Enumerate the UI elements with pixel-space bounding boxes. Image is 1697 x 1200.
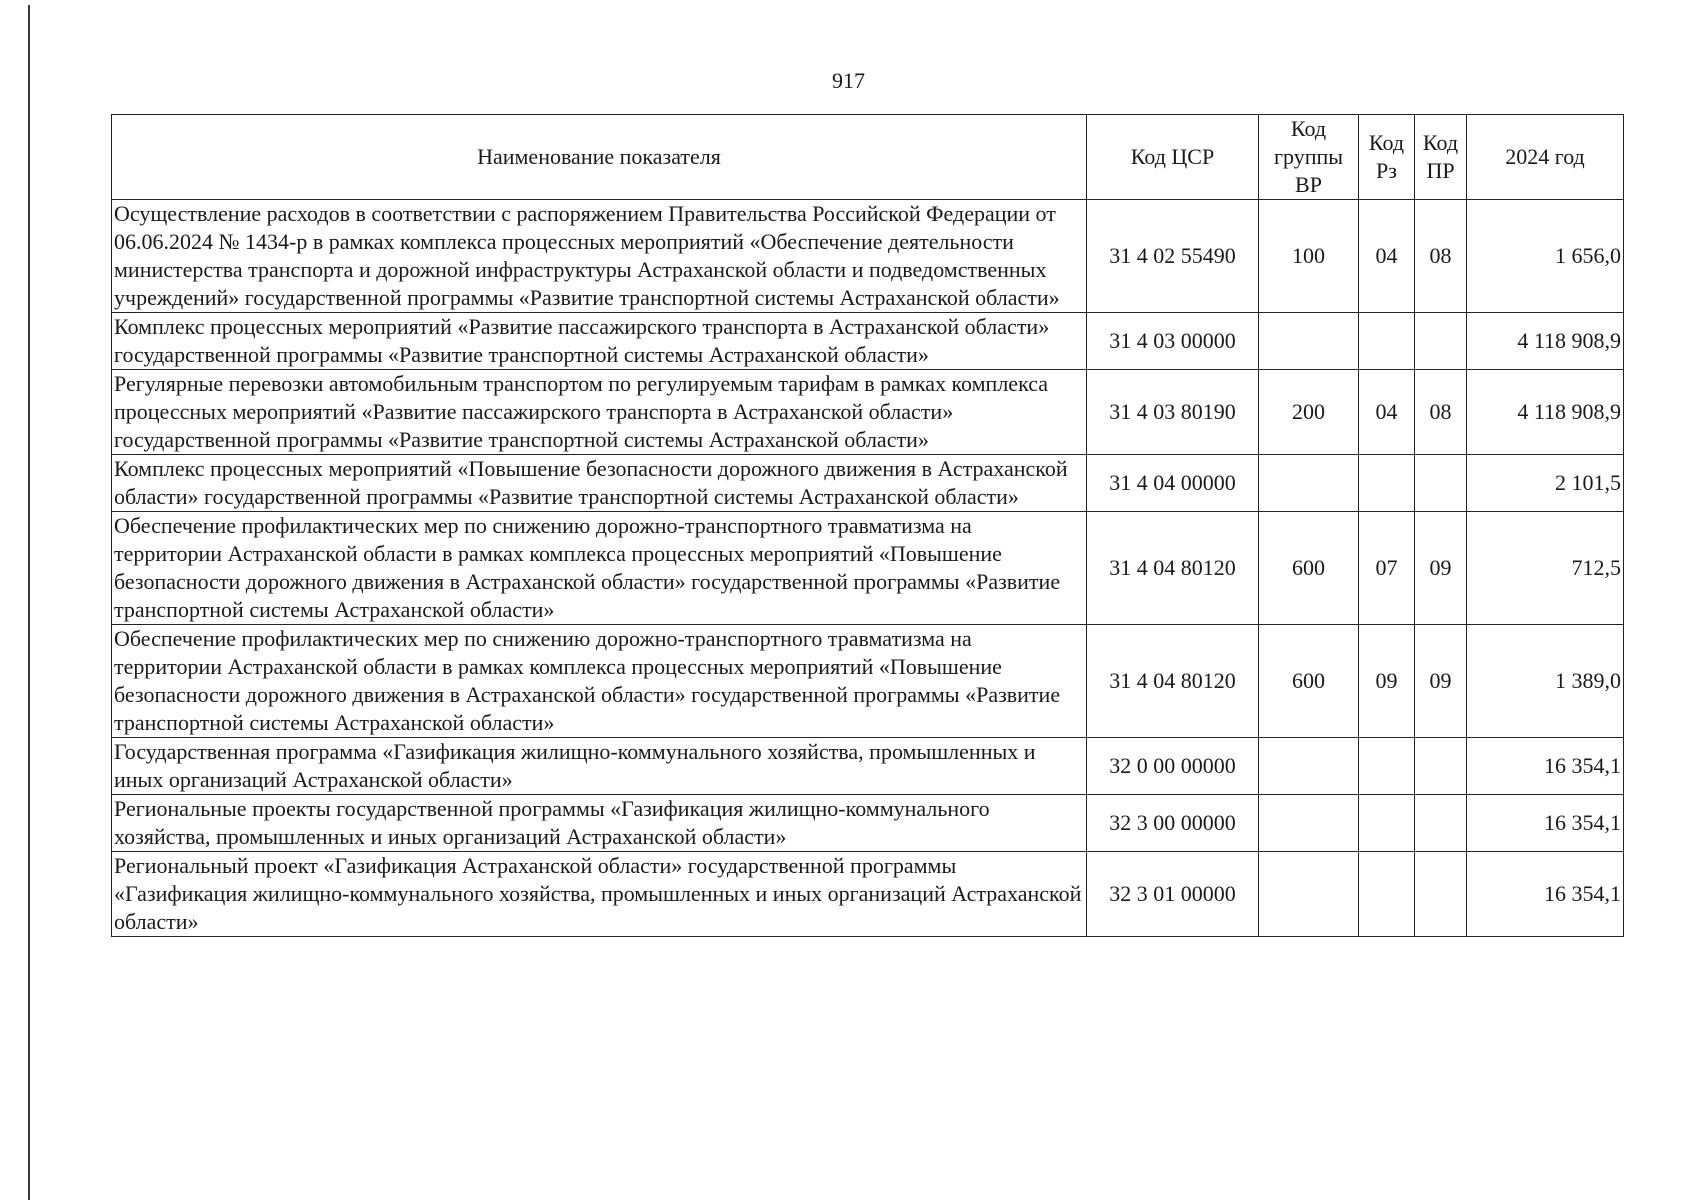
header-csr: Код ЦСР bbox=[1087, 115, 1259, 200]
row-rz bbox=[1359, 852, 1415, 937]
table-header-row bbox=[112, 115, 1624, 200]
row-rz: 04 bbox=[1359, 370, 1415, 455]
row-csr: 32 3 01 00000 bbox=[1087, 852, 1259, 937]
row-name: Комплекс процессных мероприятий «Развитие пассажирского транспорта в Астраханской области» государственной программы «Развитие транспортной системы Астраханской области» bbox=[112, 313, 1087, 370]
binding-line bbox=[28, 5, 30, 1200]
row-name: Государственная программа «Газификация жилищно-коммунального хозяйства, промышленных и иных организаций Астраханской области» bbox=[112, 738, 1087, 795]
table-row bbox=[112, 313, 1624, 370]
row-rz: 09 bbox=[1359, 625, 1415, 738]
row-csr: 32 0 00 00000 bbox=[1087, 738, 1259, 795]
row-csr: 32 3 00 00000 bbox=[1087, 795, 1259, 852]
row-rz bbox=[1359, 795, 1415, 852]
row-amount: 16 354,1 bbox=[1467, 738, 1624, 795]
row-name: Региональные проекты государственной программы «Газификация жилищно-коммунального хозяйства, промышленных и иных организаций Астраханской области» bbox=[112, 795, 1087, 852]
row-pr: 09 bbox=[1415, 625, 1467, 738]
row-vr: 100 bbox=[1259, 200, 1359, 313]
row-rz bbox=[1359, 455, 1415, 512]
row-csr: 31 4 02 55490 bbox=[1087, 200, 1259, 313]
row-rz bbox=[1359, 738, 1415, 795]
row-vr bbox=[1259, 852, 1359, 937]
row-amount: 1 656,0 bbox=[1467, 200, 1624, 313]
page-number: 917 bbox=[832, 68, 865, 93]
row-csr: 31 4 03 00000 bbox=[1087, 313, 1259, 370]
row-vr bbox=[1259, 738, 1359, 795]
row-pr bbox=[1415, 795, 1467, 852]
row-name: Регулярные перевозки автомобильным транспортом по регулируемым тарифам в рамках комплекса процессных мероприятий «Развитие пассажирского транспорта в Астраханской области» государственной программы «Развитие транспортной системы Астраханской области» bbox=[112, 370, 1087, 455]
row-vr bbox=[1259, 455, 1359, 512]
header-pr: Код ПР bbox=[1415, 115, 1467, 200]
row-pr bbox=[1415, 852, 1467, 937]
row-pr: 08 bbox=[1415, 200, 1467, 313]
table-row bbox=[112, 852, 1624, 937]
row-vr bbox=[1259, 795, 1359, 852]
budget-table bbox=[111, 114, 1624, 937]
row-vr: 200 bbox=[1259, 370, 1359, 455]
row-vr: 600 bbox=[1259, 512, 1359, 625]
row-amount: 4 118 908,9 bbox=[1467, 313, 1624, 370]
row-rz: 04 bbox=[1359, 200, 1415, 313]
row-amount: 1 389,0 bbox=[1467, 625, 1624, 738]
header-rz: Код Рз bbox=[1359, 115, 1415, 200]
row-amount: 2 101,5 bbox=[1467, 455, 1624, 512]
header-year: 2024 год bbox=[1467, 115, 1624, 200]
row-amount: 16 354,1 bbox=[1467, 852, 1624, 937]
row-vr: 600 bbox=[1259, 625, 1359, 738]
row-csr: 31 4 04 80120 bbox=[1087, 512, 1259, 625]
row-amount: 16 354,1 bbox=[1467, 795, 1624, 852]
table-row bbox=[112, 625, 1624, 738]
header-vr: Код группы ВР bbox=[1259, 115, 1359, 200]
row-pr bbox=[1415, 738, 1467, 795]
table-row bbox=[112, 455, 1624, 512]
row-csr: 31 4 04 00000 bbox=[1087, 455, 1259, 512]
row-rz bbox=[1359, 313, 1415, 370]
row-vr bbox=[1259, 313, 1359, 370]
row-name: Региональный проект «Газификация Астраханской области» государственной программы «Газификация жилищно-коммунального хозяйства, промышленных и иных организаций Астраханской области» bbox=[112, 852, 1087, 937]
table-row bbox=[112, 512, 1624, 625]
row-pr: 08 bbox=[1415, 370, 1467, 455]
row-amount: 712,5 bbox=[1467, 512, 1624, 625]
row-name: Обеспечение профилактических мер по снижению дорожно-транспортного травматизма на территории Астраханской области в рамках комплекса процессных мероприятий «Повышение безопасности дорожного движения в Астраханской области» государственной программы «Развитие транспортной системы Астраханской области» bbox=[112, 512, 1087, 625]
row-name: Комплекс процессных мероприятий «Повышение безопасности дорожного движения в Астраханской области» государственной программы «Развитие транспортной системы Астраханской области» bbox=[112, 455, 1087, 512]
table-row bbox=[112, 795, 1624, 852]
row-pr bbox=[1415, 313, 1467, 370]
row-csr: 31 4 03 80190 bbox=[1087, 370, 1259, 455]
row-name: Осуществление расходов в соответствии с распоряжением Правительства Российской Федерации от 06.06.2024 № 1434-р в рамках комплекса процессных мероприятий «Обеспечение деятельности министерства транспорта и дорожной инфраструктуры Астраханской области и подведомственных учреждений» государственной программы «Развитие транспортной системы Астраханской области» bbox=[112, 200, 1087, 313]
row-rz: 07 bbox=[1359, 512, 1415, 625]
header-name: Наименование показателя bbox=[112, 115, 1087, 200]
table-row bbox=[112, 738, 1624, 795]
row-pr bbox=[1415, 455, 1467, 512]
row-csr: 31 4 04 80120 bbox=[1087, 625, 1259, 738]
table-row bbox=[112, 370, 1624, 455]
row-name: Обеспечение профилактических мер по снижению дорожно-транспортного травматизма на территории Астраханской области в рамках комплекса процессных мероприятий «Повышение безопасности дорожного движения в Астраханской области» государственной программы «Развитие транспортной системы Астраханской области» bbox=[112, 625, 1087, 738]
row-pr: 09 bbox=[1415, 512, 1467, 625]
row-amount: 4 118 908,9 bbox=[1467, 370, 1624, 455]
table-row bbox=[112, 200, 1624, 313]
